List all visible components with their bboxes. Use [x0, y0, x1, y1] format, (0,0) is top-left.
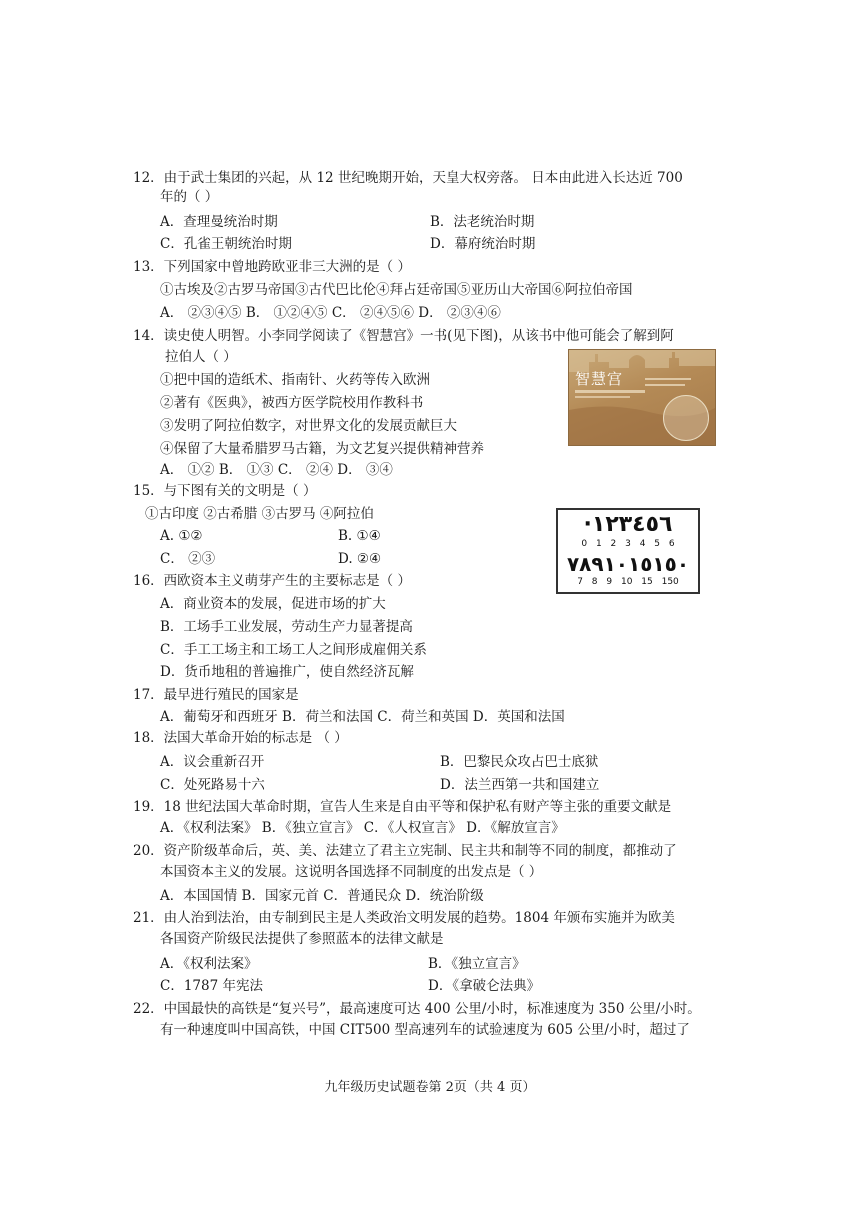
numerals-row-1: ·١٢٣٤٥٦ — [583, 512, 673, 537]
book-title: 智慧宫 — [575, 370, 624, 388]
q14-item-1: ①把中国的造纸术、指南针、火药等传入欧洲 — [160, 372, 430, 388]
numerals-row-1-labels: 0 1 2 3 4 5 6 — [581, 539, 675, 549]
q14-options: A． ①② B． ①③ C． ②④ D． ③④ — [160, 462, 393, 478]
q17-stem: 17．最早进行殖民的国家是 — [133, 687, 299, 703]
q12-option-c: C．孔雀王朝统治时期 — [160, 236, 292, 252]
q22-stem: 22．中国最快的高铁是“复兴号”，最高速度可达 400 公里/小时，标准速度为 350 公里/小时。 — [133, 1001, 701, 1017]
q12-option-a: A．查理曼统治时期 — [160, 214, 278, 230]
q16-stem: 16．西欧资本主义萌芽产生的主要标志是（ ） — [133, 573, 411, 589]
q20-stem: 20．资产阶级革命后，英、美、法建立了君主立宪制、民主共和制等不同的制度，都推动了 — [133, 843, 677, 859]
page-footer: 九年级历史试题卷第 2页（共 4 页） — [324, 1080, 536, 1095]
numerals-row-2: ٧٨٩١٠١٥١٥٠ — [566, 552, 690, 576]
arabic-numerals-image — [556, 508, 700, 594]
q15-option-d: D. ②④ — [338, 551, 382, 567]
q19-stem: 19．18 世纪法国大革命时期，宣告人生来是自由平等和保护私有财产等主张的重要文献是 — [133, 799, 672, 815]
q13-options: A． ②③④⑤ B． ①②④⑤ C． ②④⑤⑥ D． ②③④⑥ — [160, 305, 501, 321]
q20-stem-cont: 本国资本主义的发展。这说明各国选择不同制度的出发点是（ ） — [160, 864, 543, 880]
book-subtitle-line — [575, 396, 630, 398]
q15-items: ①古印度 ②古希腊 ③古罗马 ④阿拉伯 — [145, 506, 374, 522]
q14-stem-cont: 拉伯人（ ） — [165, 349, 237, 365]
house-of-wisdom-book-image — [568, 349, 716, 446]
q18-option-b: B．巴黎民众攻占巴士底狱 — [440, 754, 599, 770]
q21-option-b: B．《独立宣言》 — [428, 956, 526, 972]
q15-stem: 15．与下图有关的文明是（ ） — [133, 483, 317, 499]
book-tagline-line — [645, 378, 691, 380]
q13-items: ①古埃及②古罗马帝国③古代巴比伦④拜占廷帝国⑤亚历山大帝国⑥阿拉伯帝国 — [160, 282, 633, 298]
numerals-row-2-labels: 7 8 9 10 15 150 — [577, 577, 679, 587]
q16-option-a: A．商业资本的发展，促进市场的扩大 — [160, 596, 386, 612]
q21-option-d: D．《拿破仑法典》 — [428, 978, 541, 994]
q21-stem: 21．由人治到法治，由专制到民主是人类政治文明发展的趋势。1804 年颁布实施并为欧美 — [133, 910, 675, 926]
q17-options: A．葡萄牙和西班牙 B．荷兰和法国 C．荷兰和英国 D．英国和法国 — [160, 709, 565, 725]
q18-option-d: D．法兰西第一共和国建立 — [440, 777, 600, 793]
q15-option-c: C． ②③ — [160, 551, 216, 567]
q16-option-b: B．工场手工业发展，劳动生产力显著提高 — [160, 619, 413, 635]
q14-item-2: ②著有《医典》，被西方医学院校用作教科书 — [160, 395, 424, 411]
q21-option-c: C．1787 年宪法 — [160, 978, 263, 994]
q15-option-b: B. ①④ — [338, 528, 381, 544]
q12-stem: 12．由于武士集团的兴起，从 12 世纪晚期开始，天皇大权旁落。 日本由此进入长达近 700 — [133, 170, 683, 186]
q19-options: A．《权利法案》 B．《独立宣言》 C．《人权宣言》 D．《解放宣言》 — [160, 820, 565, 836]
book-tagline-line — [645, 384, 685, 386]
q16-option-c: C．手工工场主和工场工人之间形成雇佣关系 — [160, 642, 427, 658]
q13-stem: 13．下列国家中曾地跨欧亚非三大洲的是（ ） — [133, 259, 411, 275]
q14-item-4: ④保留了大量希腊罗马古籍，为文艺复兴提供精神营养 — [160, 441, 484, 457]
q14-item-3: ③发明了阿拉伯数字，对世界文化的发展贡献巨大 — [160, 418, 457, 434]
q12-option-d: D．幕府统治时期 — [430, 236, 536, 252]
q14-stem: 14．读史使人明智。小李同学阅读了《智慧宫》一书(见下图)，从该书中他可能会了解到阿 — [133, 328, 674, 344]
q20-options: A．本国国情 B．国家元首 C．普通民众 D．统治阶级 — [160, 888, 484, 904]
book-subtitle-line — [575, 390, 645, 393]
q18-option-c: C．处死路易十六 — [160, 777, 265, 793]
q12-stem-cont: 年的（ ） — [160, 189, 219, 205]
q21-option-a: A．《权利法案》 — [160, 956, 258, 972]
q21-stem-cont: 各国资产阶级民法提供了参照蓝本的法律文献是 — [160, 931, 444, 947]
q15-option-a: A. ①② — [160, 528, 203, 544]
q16-option-d: D．货币地租的普遍推广，使自然经济瓦解 — [160, 664, 414, 680]
astrolabe-graphic — [663, 395, 709, 441]
q18-stem: 18．法国大革命开始的标志是 （ ） — [133, 730, 348, 746]
q22-stem-cont: 有一种速度叫中国高铁，中国 CIT500 型高速列车的试验速度为 605 公里/小时，超过了 — [160, 1022, 690, 1038]
q12-option-b: B．法老统治时期 — [430, 214, 535, 230]
q18-option-a: A．议会重新召开 — [160, 754, 265, 770]
